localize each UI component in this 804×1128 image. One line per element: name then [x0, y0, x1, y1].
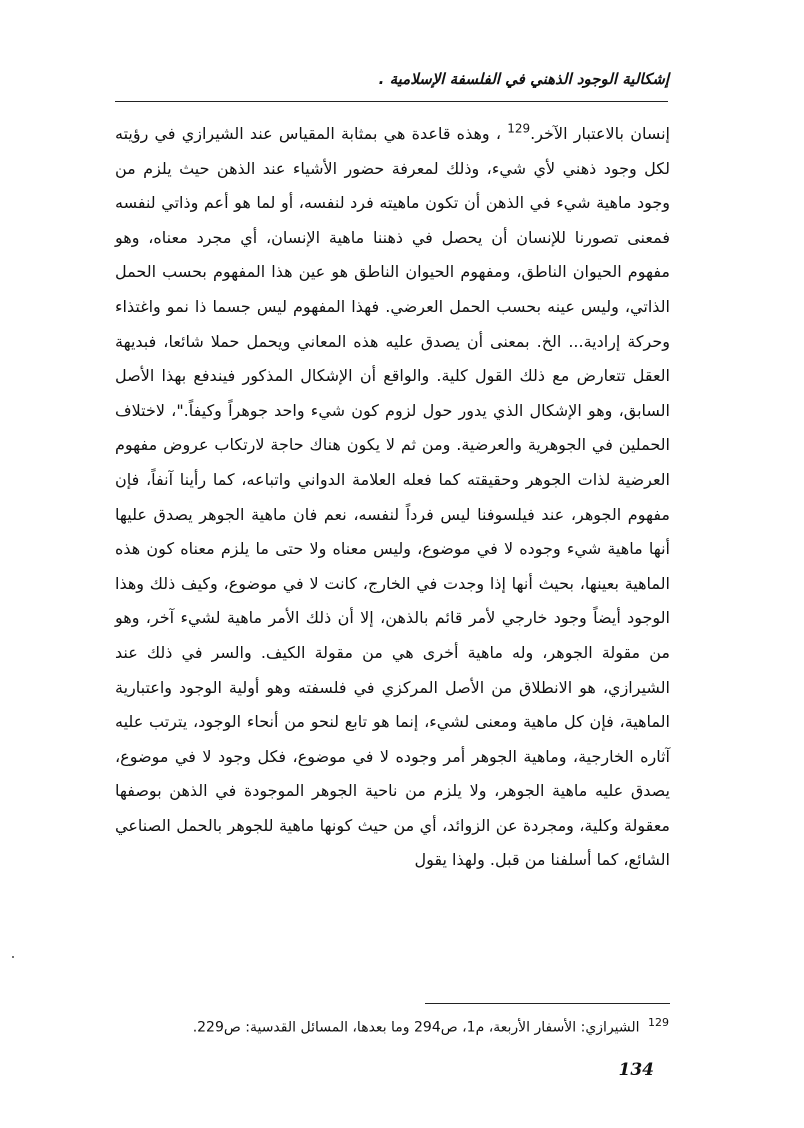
page-number: 134 [618, 1060, 654, 1080]
scan-speck [12, 956, 14, 958]
paragraph-text: ، وهذه قاعدة هي بمثابة المقياس عند الشيرازي في رؤيته لكل وجود ذهني لأي شيء، وذلك لمعرفة حضور الأشياء عند الذهن حيث يلزم من وجود ماهية شيء في الذهن أن تكون ماهيته فرد لنفسه، أو لما هو أعم وذاتي لنفسه فمعنى تصورنا للإنسان أن يحصل في ذهننا ماهية الإنسان، أي مجرد معناه، وهو مفهوم الحيوان الناطق، ومفهوم الحيوان الناطق هو عين هذا المفهوم بحسب الحمل الذاتي، وليس عينه بحسب الحمل العرضي. فهذا المفهوم ليس جسما ذا نمو واغتذاء وحركة إرادية... الخ. بمعنى أن يصدق عليه هذه المعاني ويحمل حملا شائعا، فبديهة العقل تتعارض مع ذلك القول كلية. والواقع أن الإشكال المذكور فيندفع بهذا الأصل السابق، وهو الإشكال الذي يدور حول لزوم كون شيء واحد جوهراً وكيفاً."، لاختلاف الحملين في الجوهرية والعرضية. ومن ثم لا يكون هناك حاجة لارتكاب عروض مفهوم العرضية لذات الجوهر وحقيقته كما فعله العلامة الدواني واتباعه، كما رأينا آنفاً، فإن مفهوم الجوهر، عند فيلسوفنا ليس فرداً لنفسه، نعم فان ماهية الجوهر يصدق عليها أنها ماهية شيء وجوده لا في موضوع، وليس معناه ولا حتى ما يلزم معناه كون هذه الماهية بعينها، بحيث أنها إذا وجدت في الخارج، كانت لا في موضوع، وكيف ذلك وهذا الوجود أيضاً وجود خارجي لأمر قائم بالذهن، إلا أن ذلك الأمر ماهية لشيء آخر، وهو من مقولة الجوهر، وله ماهية أخرى هي من مقولة الكيف. والسر في ذلك عند الشيرازي، هو الانطلاق من الأصل المركزي في فلسفته وهو أولية الوجود واعتبارية الماهية، فإن كل ماهية ومعنى لشيء، إنما هو تابع لنحو من أنحاء الوجود، يترتب عليه آثاره الخارجية، وماهية الجوهر أمر وجوده لا في موضوع، فكل وجود لا في موضوع، يصدق عليه ماهية الجوهر، ولا يلزم من ناحية الجوهر الموجودة في الذهن بوصفها معقولة وكلية، ومجردة عن الزوائد، أي من حيث كونها ماهية للجوهر بالحمل الصناعي الشائع، كما أسلفنا من قبل. ولهذا يقول [115, 124, 670, 870]
running-header: إشكالية الوجود الذهني في الفلسفة الإسلامية . [378, 70, 669, 88]
paragraph-lead: إنسان بالاعتبار الآخر. [530, 124, 670, 143]
header-divider [115, 101, 668, 102]
footnote-divider [425, 1003, 670, 1004]
footnote [129, 1016, 669, 1036]
footnote-number: 129 [648, 1016, 669, 1029]
body-paragraph [115, 117, 670, 878]
footnote-text: الشيرازي: الأسفار الأربعة، م1، ص294 وما بعدها، المسائل القدسية: ص229. [192, 1019, 640, 1036]
main-text-block [115, 117, 670, 878]
footnote-reference: 129 [507, 121, 531, 136]
